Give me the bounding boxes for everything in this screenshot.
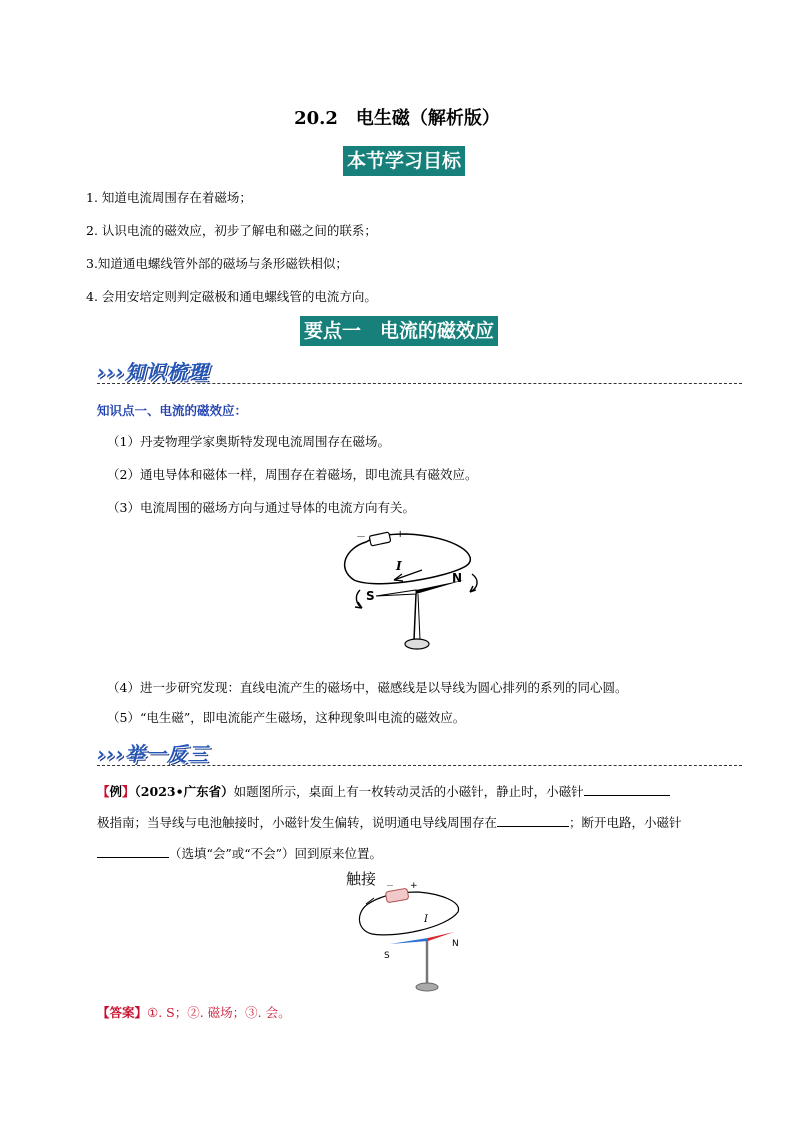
needle-south-half <box>390 938 428 944</box>
example-tag-close: 】 <box>122 784 135 799</box>
current-label: I <box>424 914 428 925</box>
knowledge-paragraph: （5）“电生磁”，即电流能产生磁场，这种现象叫电流的磁效应。 <box>107 710 466 725</box>
practice-label: ›››举一反三 <box>97 742 209 766</box>
knowledge-paragraph: （3）电流周围的磁场方向与通过导体的电流方向有关。 <box>107 500 415 515</box>
minus-label: － <box>356 532 366 543</box>
answer-line <box>97 1003 291 1021</box>
knowledge-paragraph: （2）通电导体和磁体一样，周围存在着磁场，即电流具有磁效应。 <box>107 467 478 482</box>
compass-figure <box>346 866 466 996</box>
example-text-4: （选填“会”或“不会”）回到原来位置。 <box>169 846 383 861</box>
stand-base <box>405 639 429 649</box>
knowledge-paragraph: （1）丹麦物理学家奥斯特发现电流周围存在磁场。 <box>107 434 390 449</box>
battery-icon <box>369 532 391 546</box>
oersted-figure <box>336 528 496 658</box>
answer-blank-2 <box>497 814 569 827</box>
example-tag: 例 <box>109 784 123 799</box>
example-tag-open: 【 <box>97 784 110 799</box>
answer-text: ①. S；②. 磁场；③. 会。 <box>147 1005 291 1020</box>
page-title: 20.2 电生磁（解析版） <box>294 108 500 129</box>
dashed-divider <box>97 383 742 384</box>
knowledge-summary-header <box>97 356 742 386</box>
south-label: S <box>384 951 390 961</box>
example-text-3: ；断开电路，小磁针 <box>569 815 682 830</box>
stand-base <box>416 983 438 991</box>
battery-icon <box>385 888 409 903</box>
needle-north-half <box>428 932 454 941</box>
example-source: （2023•广东省） <box>134 784 234 799</box>
example-text-1: 如题图所示，桌面上有一枚转动灵活的小磁针，静止时，小磁针 <box>233 784 584 799</box>
plus-label: + <box>396 529 405 540</box>
objective-item: 3.知道通电螺线管外部的磁场与条形磁铁相似； <box>86 256 348 271</box>
objective-item: 1. 知道电流周围存在着磁场； <box>86 190 252 205</box>
plus-label: + <box>410 881 418 891</box>
touch-label: 触接 <box>346 870 377 888</box>
needle-south-half <box>376 590 416 596</box>
north-label: N <box>452 939 459 949</box>
answer-blank-3 <box>97 845 169 858</box>
knowledge-paragraph: （4）进一步研究发现：直线电流产生的磁场中，磁感线是以导线为圆心排列的系列的同心圆。 <box>107 680 628 695</box>
answer-blank-1 <box>584 783 670 796</box>
current-label: I <box>396 559 402 573</box>
knowledge-point-heading: 知识点一、电流的磁效应： <box>97 403 248 418</box>
north-label: N <box>452 571 463 585</box>
knowledge-summary-label: ›››知识梳理 <box>97 360 209 384</box>
needle-stand <box>414 594 416 640</box>
rotation-arrow-left <box>356 590 362 608</box>
needle-stand-shade <box>418 594 420 640</box>
objective-item: 2. 认识电流的磁效应，初步了解电和磁之间的联系； <box>86 223 377 238</box>
dashed-divider <box>97 765 742 766</box>
minus-label: － <box>386 881 394 890</box>
example-question <box>97 776 737 869</box>
practice-header <box>97 738 742 768</box>
section-banner-point-one: 要点一 电流的磁效应 <box>300 316 498 346</box>
example-text-2: 极指南；当导线与电池触接时，小磁针发生偏转，说明通电导线周围存在 <box>97 815 498 830</box>
objective-item: 4. 会用安培定则判定磁极和通电螺线管的电流方向。 <box>86 289 377 304</box>
south-label: S <box>366 589 375 603</box>
wire-loop <box>359 892 458 935</box>
section-banner-goals: 本节学习目标 <box>343 146 465 176</box>
answer-tag: 【答案】 <box>97 1005 148 1020</box>
